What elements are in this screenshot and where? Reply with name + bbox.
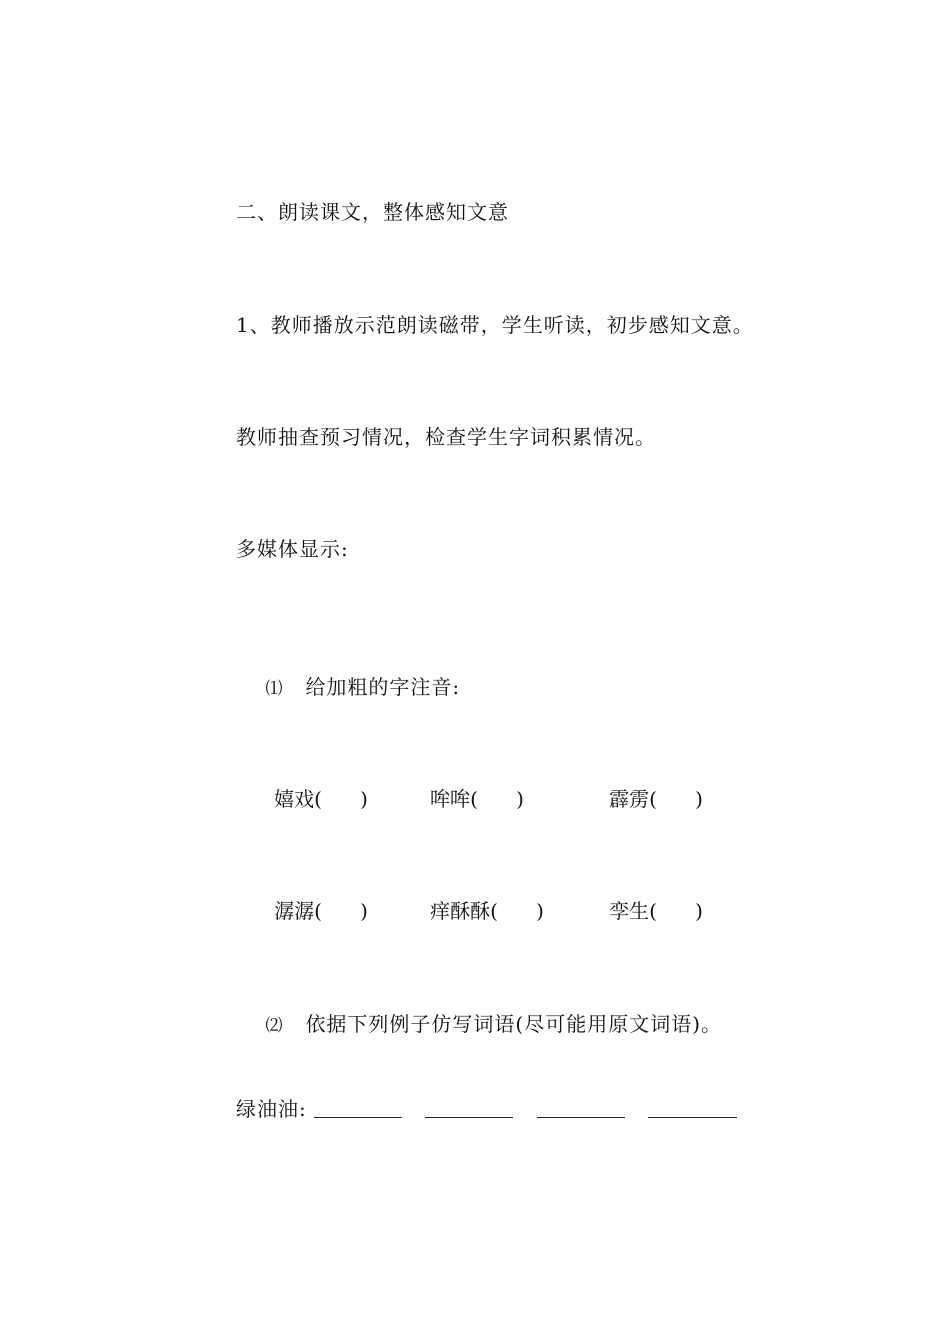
example-word: 绿油油: xyxy=(236,1097,307,1121)
phonetic-item xyxy=(392,760,524,838)
phonetic-blank: ( ) xyxy=(649,787,703,811)
phonetic-blank: ( ) xyxy=(649,899,703,923)
multimedia-label: 多媒体显示: xyxy=(236,537,349,561)
phonetic-word: 痒酥酥 xyxy=(430,899,491,923)
answer-blank[interactable] xyxy=(314,1117,402,1118)
section-heading: 二、朗读课文，整体感知文意 xyxy=(236,200,509,224)
question-1-marker: ⑴ xyxy=(265,679,284,699)
question-2 xyxy=(236,985,722,1065)
phonetic-item xyxy=(571,760,703,838)
question-1-text: 给加粗的字注音: xyxy=(305,675,461,699)
check-text: 教师抽查预习情况，检查学生字词积累情况。 xyxy=(236,425,656,449)
question-1 xyxy=(236,648,460,728)
phonetic-word: 哞哞 xyxy=(430,787,471,811)
phonetic-item xyxy=(236,872,368,950)
question-2-marker: ⑵ xyxy=(265,1016,284,1036)
phonetic-word: 霹雳 xyxy=(609,787,650,811)
step-1-text: 1、教师播放示范朗读磁带，学生听读，初步感知文意。 xyxy=(236,313,754,337)
phonetic-item xyxy=(571,872,703,950)
phonetic-word: 孪生 xyxy=(609,899,650,923)
phonetic-item xyxy=(392,872,544,950)
phonetic-blank: ( ) xyxy=(490,899,544,923)
answer-blank[interactable] xyxy=(425,1117,513,1118)
phonetic-word: 潺潺 xyxy=(274,899,315,923)
phonetic-item xyxy=(236,760,368,838)
phonetic-word: 嬉戏 xyxy=(274,787,315,811)
phonetic-blank: ( ) xyxy=(470,787,524,811)
answer-blank[interactable] xyxy=(648,1117,737,1118)
phonetic-blank: ( ) xyxy=(314,899,368,923)
phonetic-blank: ( ) xyxy=(314,787,368,811)
question-2-text: 依据下列例子仿写词语(尽可能用原文词语)。 xyxy=(305,1012,723,1036)
answer-blank[interactable] xyxy=(537,1117,625,1118)
